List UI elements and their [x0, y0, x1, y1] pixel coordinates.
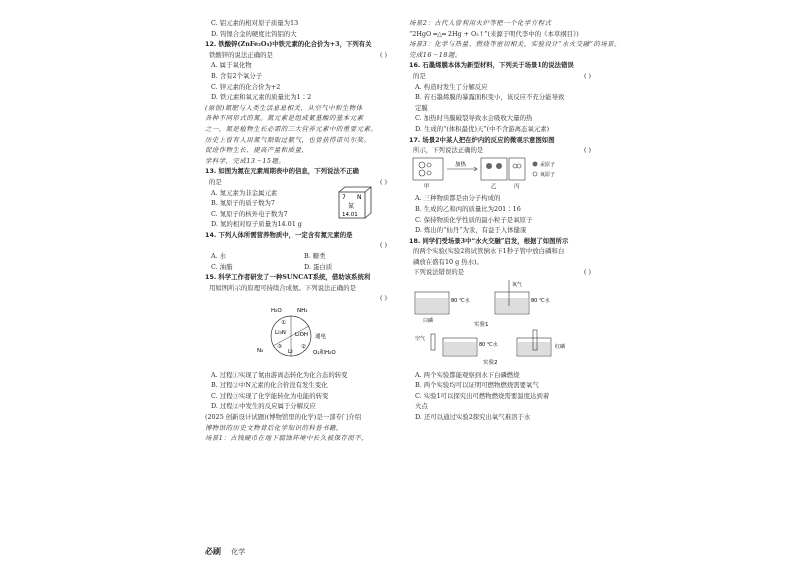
lioh-label: LiOH	[295, 332, 309, 339]
option-c: C. 锌元素的化合价为+2	[211, 82, 281, 91]
li3n-label: Li₃N	[275, 330, 286, 337]
option-b: B. 氮原子的质子数为7	[211, 199, 275, 208]
question-number: 18.	[409, 236, 421, 245]
atomic-mass: 14.01	[342, 212, 358, 219]
red-p-label: 红磷	[555, 344, 566, 351]
oxygen-label: 氧气	[512, 282, 523, 289]
question-stem: 的两个实验(实验2将试管倒水下1秒子管中放白磷和白	[413, 247, 565, 256]
question-number: 16.	[409, 61, 421, 70]
answer-blank: ( )	[583, 146, 591, 155]
option-c: C. 氮原子的核外电子数为7	[211, 209, 288, 218]
h2o-label: H₂O	[271, 308, 282, 315]
answer-blank: ( )	[379, 50, 387, 59]
legend-hg: 汞原子	[540, 161, 556, 168]
question-stem: 下列人体所需营养物质中，一定含有氮元素的是	[218, 230, 353, 239]
element-symbol: N	[357, 194, 362, 202]
question-stem: 的是	[209, 177, 222, 186]
option-c: C. 保持物质化学性质的最小粒子是氧原子	[415, 215, 533, 224]
option-c-cont: 火点	[415, 402, 428, 411]
question-stem: 石墨烯膜本体为新型材料，下列关于场景1的说法错误	[422, 61, 574, 70]
question-14	[205, 230, 391, 272]
air-label: 空气	[415, 336, 426, 343]
li-label: Li	[288, 349, 293, 356]
intro-line: 博物馆的历史文物背后化学知识的科普书籍，	[205, 423, 343, 432]
element-name: 氮	[348, 203, 355, 211]
option-d: D. 炼出的“仙丹”为汞，有益于人体健康	[415, 226, 527, 235]
electrolysis-label: 通电	[315, 334, 327, 341]
step-3-label: ③	[277, 344, 282, 351]
question-stem: 场景2中某人把在炉内的反应的微观示意图如图	[422, 135, 555, 144]
label-jia: 甲	[424, 183, 430, 190]
question-12	[205, 39, 391, 103]
intro-line: 场景3：化学与热量、燃烧等密切相关，实验设计“水火交融”的场景。	[409, 40, 621, 49]
option-a: A. 氮元素为非金属元素	[211, 188, 278, 197]
option-b: B. 糖类	[304, 252, 326, 261]
reaction-micro-diagram	[409, 156, 595, 190]
question-15	[205, 272, 391, 412]
label-yi: 乙	[491, 183, 497, 190]
question-stem: 下列说法错误的是	[413, 268, 465, 277]
question-stem: 铁酸锌(ZnFe₂O₄)中铁元素的化合价为+3，下列有关	[218, 40, 372, 49]
intro-line: 之一，氮是植物生长必需的三大营养元素中的重要元素。	[205, 124, 378, 133]
question-16	[409, 60, 595, 134]
option-b: B. 生成的乙和丙的质量比为201∶16	[415, 204, 521, 213]
step-2-label: ②	[301, 344, 306, 351]
question-17	[409, 135, 595, 236]
question-stem: 所示，下列说法正确的是	[413, 146, 484, 155]
exam-page	[205, 18, 621, 558]
o2-h2o-label: O₂和H₂O	[313, 350, 336, 357]
intro-line: 历史上曾有人用氮气制取过氨气，也曾获得诺贝尔奖。	[205, 135, 371, 144]
intro-line: 场景1：古钱硬币在地下腐蚀环境中长久被保存而不，	[205, 434, 369, 443]
answer-blank: ( )	[583, 71, 591, 80]
atomic-number: 7	[342, 194, 346, 202]
option-b: B. 过程②中N元素的化合价没有发生变化	[211, 381, 328, 390]
question-stem: 同学们受场景3中“水火交融”启发，根据了如图所示	[422, 236, 569, 245]
question-stem: 科学工作者研发了一种SUNCAT系统，借助该系统利	[218, 273, 371, 282]
question-number: 14.	[205, 230, 217, 239]
option-d: D. 铁元素和氧元素的质量比为1∶2	[211, 93, 312, 102]
scenario-intro-2	[205, 412, 391, 444]
option-b-cont: 定膜	[415, 103, 428, 112]
option-a: A. 过程①实现了氮由游离态转化为化合态的转变	[211, 370, 348, 379]
equation-line: “2HgO ═△═ 2Hg + O₂↑”(来源于明代李中的《本草纲目》)	[409, 29, 579, 38]
question-18	[409, 236, 595, 423]
option-a: A. 属于氧化物	[211, 61, 252, 70]
periodic-table-cell	[337, 186, 373, 220]
option-d: D. 还可以通过实验2探究出氧气难溶于水	[415, 413, 531, 422]
option-a: A. 构造时发生了分解反应	[415, 82, 488, 91]
question-stem: 如图为氮在元素周期表中的信息，下列说法不正确	[218, 167, 359, 176]
legend-o: 氧原子	[540, 171, 556, 178]
right-column	[409, 18, 621, 423]
subject-label: 化学	[231, 548, 246, 556]
intro-line: 各种不同形式的氮。氮元素是组成氨基酸的基本元素	[205, 114, 364, 123]
intro-line: (2025 创新设计试题)(博物馆里的化学)是一部专门介绍	[205, 413, 362, 421]
intro-line: 学科学，完成13～15题。	[205, 156, 286, 165]
question-number: 12.	[205, 40, 217, 49]
intro-line: 促进作物生长、提高产量和质量，	[205, 146, 309, 155]
n2-label: N₂	[257, 348, 264, 355]
nh3-label: NH₃	[297, 308, 308, 315]
option-b: B. 若石墨烯膜的暴露面积变小，该反应不充分能导致	[415, 93, 565, 102]
intro-line: (原创)氮肥与人类生活息息相关，从空气中和生物体	[205, 103, 363, 112]
left-column	[205, 18, 391, 444]
option-d: D. 过程②中发生的反应属于分解反应	[211, 402, 316, 411]
scenario-intro	[205, 103, 391, 167]
option-line: D. 钨镍合金的硬度比钨铝的大	[211, 29, 297, 38]
option-a: A. 两个实验都能观察到水下白磷燃烧	[415, 370, 520, 379]
option-a: A. 水	[211, 252, 227, 261]
option-c: C. 加热时当膜破裂导致水会吸收大量的热	[415, 114, 533, 123]
question-stem: 铁酸锌的说法正确的是	[209, 50, 273, 59]
option-line: C. 铝元素的相对原子质量为13	[211, 19, 299, 27]
question-stem: 用如图所示的原理可持续合成氨。下列说法正确的是	[209, 283, 356, 292]
question-stem: 磷放在盛有10 g 热水)。	[413, 257, 483, 266]
option-c: C. 过程③实现了化学能转化为电能的转变	[211, 391, 329, 400]
hot-water-label: 80 ℃水	[451, 298, 470, 305]
option-c: C. 实验1可以探究出可燃物燃烧需要温度达到着	[415, 391, 550, 400]
experiment-1-label: 实验1	[474, 322, 489, 329]
question-number: 15.	[205, 273, 217, 282]
brand-logo: 必刷	[205, 547, 221, 556]
white-p-label: 白磷	[423, 318, 434, 325]
question-stem: 的是	[413, 71, 426, 80]
step-1-label: ①	[281, 320, 286, 327]
ammonia-cycle-diagram	[205, 304, 391, 366]
hot-water-label: 80 ℃水	[531, 298, 550, 305]
option-a: A. 三种物质都是由分子构成的	[415, 194, 501, 203]
experiment-figure	[409, 278, 595, 366]
question-number: 17.	[409, 135, 421, 144]
page-footer	[205, 546, 245, 557]
answer-blank: ( )	[379, 177, 387, 186]
label-bing: 丙	[514, 183, 520, 190]
scenario-2-3	[409, 18, 621, 60]
option-b: B. 含有2个氧分子	[211, 71, 263, 80]
experiment-2-label: 实验2	[483, 360, 498, 367]
hot-water-label: 80 ℃水	[479, 342, 498, 349]
option-b: B. 两个实验均可以证明可燃物燃烧需要氧气	[415, 381, 539, 390]
answer-blank: ( )	[379, 294, 387, 303]
question-number: 13.	[205, 167, 217, 176]
option-c: C. 油脂	[211, 262, 233, 271]
question-13	[205, 166, 391, 230]
option-d: D. 生成的“(体积最优)天”(中不含游离态氧元素)	[415, 124, 550, 133]
option-d: D. 氮的相对原子质量为14.01 g	[211, 220, 302, 229]
answer-blank: ( )	[379, 241, 387, 250]
option-d: D. 蛋白质	[304, 262, 333, 271]
intro-line: 场景2：古代人曾利用火炉等把一个化学方程式	[409, 19, 552, 27]
intro-line: 完成16～18题。	[409, 50, 462, 59]
answer-blank: ( )	[583, 268, 591, 277]
label-heat: 加热	[455, 161, 467, 168]
